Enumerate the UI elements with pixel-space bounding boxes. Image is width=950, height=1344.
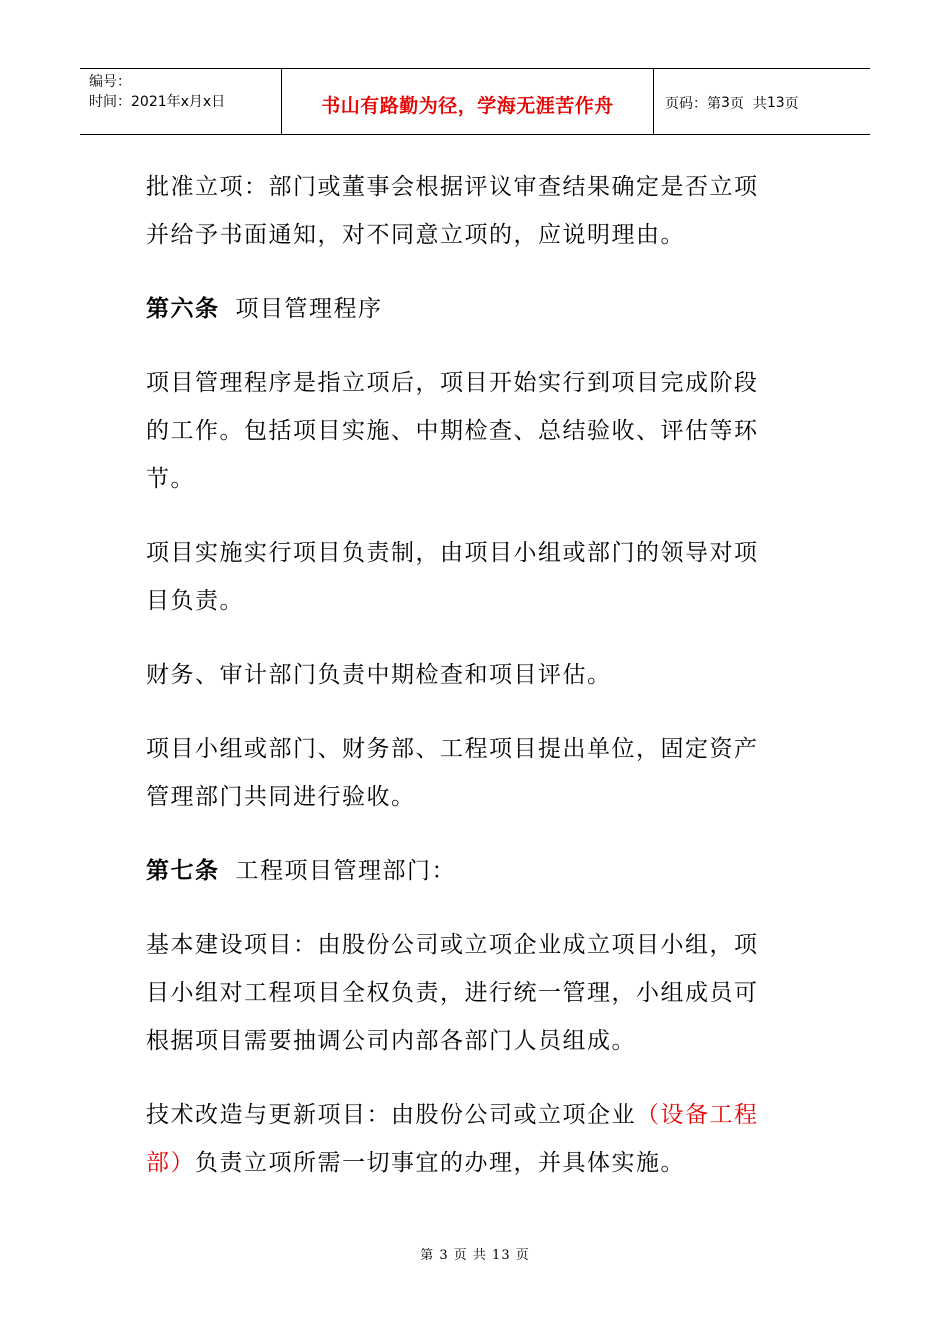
paragraph-renovation [146, 1091, 816, 1187]
page-footer [0, 1244, 950, 1263]
text-line: 目负责。 [146, 588, 244, 614]
page-total: 13 [766, 94, 785, 111]
header-meta [80, 69, 281, 134]
page-current: 3 [721, 94, 730, 111]
article-number: 第七条 [146, 858, 220, 884]
paragraph-approval [146, 163, 816, 259]
paragraph-audit [146, 651, 816, 699]
text-line: 并给予书面通知，对不同意立项的，应说明理由。 [146, 222, 685, 248]
text-line: 的工作。包括项目实施、中期检查、总结验收、评估等环 [146, 418, 759, 444]
text-line: 项目小组或部门、财务部、工程项目提出单位，固定资产 [146, 736, 759, 762]
paragraph-construction [146, 921, 816, 1065]
page-header [80, 68, 870, 135]
text-line: 财务、审计部门负责中期检查和项目评估。 [146, 662, 612, 688]
text-line: 负责立项所需一切事宜的办理，并具体实施。 [195, 1150, 685, 1176]
page-prefix: 页码：第 [665, 95, 721, 112]
article-six-heading [146, 285, 816, 333]
highlight-red: （设备工程 [636, 1102, 759, 1128]
article-number: 第六条 [146, 296, 220, 322]
article-title: 工程项目管理部门： [235, 858, 456, 884]
highlight-red: 部） [146, 1150, 195, 1176]
page-suffix: 页 [784, 95, 799, 112]
text-line: 基本建设项目：由股份公司或立项企业成立项目小组，项 [146, 932, 759, 958]
footer-page-number: 第 3 页 共 13 页 [420, 1248, 530, 1263]
text-line: 目小组对工程项目全权负责，进行统一管理，小组成员可 [146, 980, 759, 1006]
text-line: 技术改造与更新项目：由股份公司或立项企业 [146, 1102, 636, 1128]
text-line: 节。 [146, 466, 195, 492]
header-page-number [654, 69, 870, 134]
text-line: 批准立项：部门或董事会根据评议审查结果确定是否立项 [146, 174, 759, 200]
text-line: 根据项目需要抽调公司内部各部门人员组成。 [146, 1028, 636, 1054]
text-line: 管理部门共同进行验收。 [146, 784, 416, 810]
paragraph-responsibility [146, 529, 816, 625]
paragraph-acceptance [146, 725, 816, 821]
article-title: 项目管理程序 [235, 296, 383, 322]
header-motto: 书山有路勤为径，学海无涯苦作舟 [281, 69, 654, 134]
document-number-label: 编号： [89, 74, 131, 90]
text-line: 项目实施实行项目负责制，由项目小组或部门的领导对项 [146, 540, 759, 566]
document-body [146, 163, 816, 1187]
page-mid: 页 共 [729, 95, 767, 112]
text-line: 项目管理程序是指立项后，项目开始实行到项目完成阶段 [146, 370, 759, 396]
article-seven-heading [146, 847, 816, 895]
document-date: 时间：2021年x月x日 [89, 94, 226, 110]
paragraph-procedure [146, 359, 816, 503]
